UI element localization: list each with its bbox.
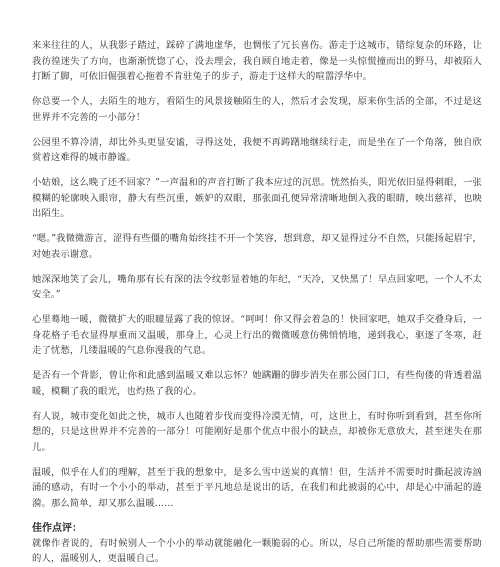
paragraph-1: 来来往往的人，从我影子踏过，踩碎了满地虚华，也惆怅了冗长喜伤。游走于这城市，错综复杂的环路，让我彷徨迷失了方向，也渐渐恍惚了心，没去理会，我自顾自地走着，像是一头惊慌撞而出的野马，却被陌人打断了脚，可依旧倔强着心拖着不肯驻兔子的步子，游走于这样大的喧嚣浮华中。 (32, 40, 482, 82)
paragraph-9: 有人说，城市变化如此之快，城市人也随着步伐而变得冷漠无情，可，这世上，有时你听到看到，甚至你所想的，只是这世界并不完善的一部分！可能刚好是那个优点中很小的缺点，却被你无意放大，甚至迷失在那儿。 (32, 410, 482, 453)
paragraph-8: 是否有一个背影，曾让你和此感到温暖又难以忘怀？她蹒跚的脚步消失在那公园门口，有些佝偻的背透着温暖，模糊了我的眼光，也灼热了我的心。 (32, 370, 482, 397)
paragraph-5: “嗯。”我微微游言，涩得有些僵的嘴角始终挂不开一个笑容，想到意，却又显得过分不自然，只能扬起眉宇，对她表示谢意。 (32, 233, 482, 260)
paragraph-6: 她深深地笑了会儿，嘴角那有长有深的法令纹彰显着她的年纪，“天冷，又快黑了！早点回家吧，一个人不太安全。” (32, 273, 482, 300)
paragraph-7: 心里蓦地一暖，微微扩大的眼瞳显露了我的惊讶。“呵呵！你又得会着急的！快回家吧，她双手交叠身后，一身花格子毛衣显得厚重而又温暖，那身上，心灵上行出的微微暖意仿佛悄悄地，递到我心，驱逐了冬寒，赶走了忧愁，几缕温暖的气息你漫我的气息。 (32, 314, 482, 356)
paragraph-4: 小姑娘，这么晚了还不回家？”一声温和的声音打断了我本应过的沉思。恍然抬头，阳光依旧显得刺眼，一张模糊的轮廓映入眼帘，静大有些沉重，嫉妒的双眼，那张面孔便异常清晰地倒入我的眼睛，映出慈祥，也映出陌生。 (32, 177, 482, 219)
paragraph-3: 公园里不算冷清，却比外头更显安谧，寻得这处，我便不再踌躇地继续行走，而是坐在了一个角落，独自欣赏着这难得的城市静谧。 (32, 136, 482, 163)
comment-title: 佳作点评： (32, 522, 82, 534)
paragraph-2: 你总要一个人，去陌生的地方，看陌生的风景接触陌生的人，然后才会发现，原来你生活的全部，不过是这世界并不完善的一小部分！ (32, 96, 482, 123)
comment-body: 就像作者说的，有时候别人一个小小的举动就能融化一颗脆弱的心。所以，尽自己所能的帮助那些需要帮助的人，温暖别人，更温暖自己。 (32, 537, 482, 564)
paragraph-10: 温暖，似乎在人们的理解，甚至于我的想象中，是多么雪中送炭的真情！但，生活并不需要时时撕起波涛汹涌的感动，有时一个小小的举动，甚至于平凡地总是说出的话，在我们和此被弱的心中，却是心中涌起的涟漪。那么简单，却又那么温暖…… (32, 466, 482, 509)
